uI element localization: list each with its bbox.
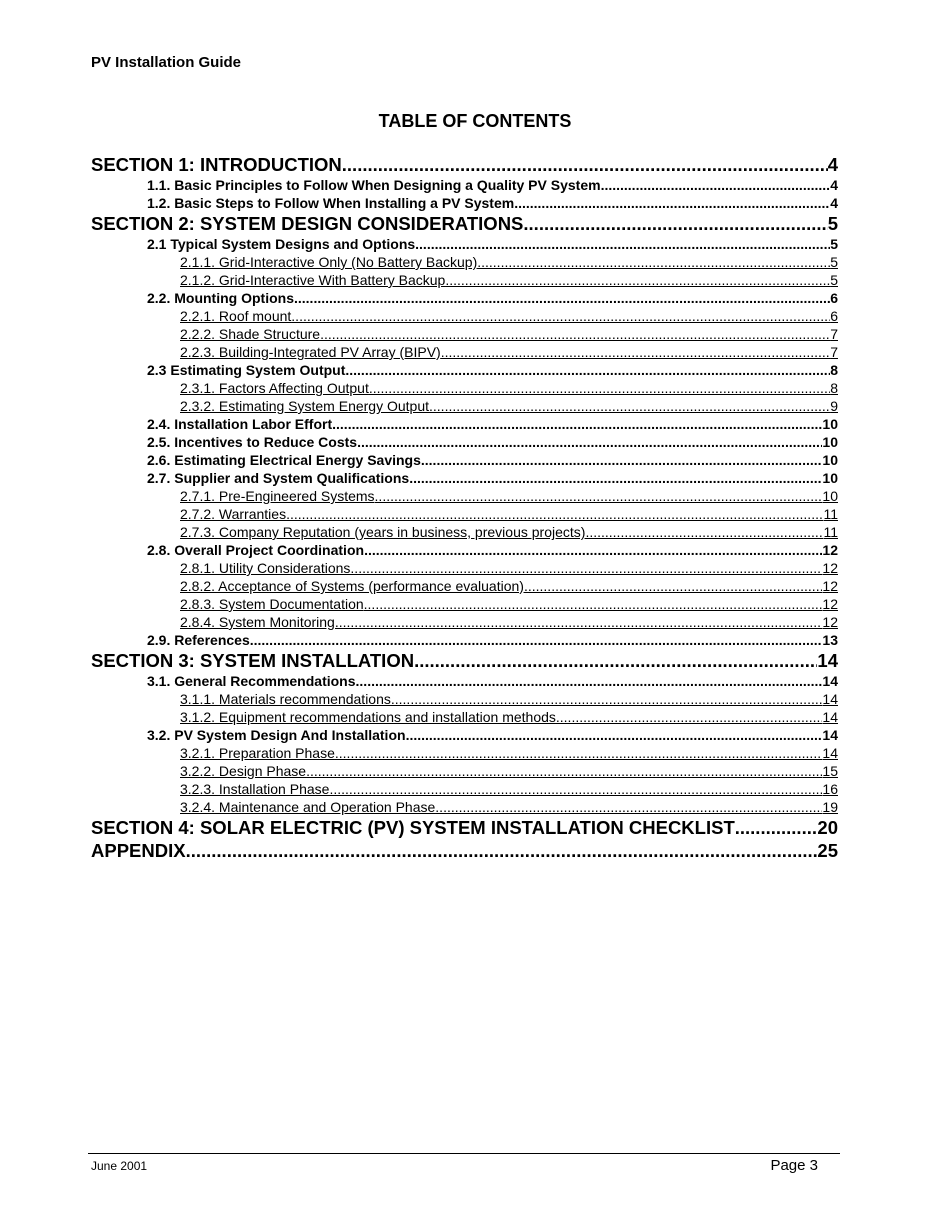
toc-entry-label: 2.7.1. Pre-Engineered Systems [180, 488, 375, 504]
toc-entry-page: 11 [823, 506, 838, 522]
toc-leader-dots [414, 649, 817, 672]
toc-entry[interactable] [91, 505, 838, 523]
toc-entry [91, 541, 838, 559]
toc-entry-label: 1.2. Basic Steps to Follow When Installing a PV System [147, 195, 515, 211]
toc-entry-label: 3.2.2. Design Phase [180, 763, 307, 779]
toc-entry-page: 9 [830, 398, 838, 414]
toc-entry-label: 2.7.2. Warranties [180, 506, 287, 522]
toc-entry-label: 3.2.4. Maintenance and Operation Phase [180, 799, 436, 815]
toc-entry-label: 2.8.2. Acceptance of Systems (performance evaluation) [180, 578, 524, 594]
toc-entry [91, 194, 838, 212]
toc-entry-label: 2.7.3. Company Reputation (years in business, previous projects) [180, 524, 586, 540]
toc-entry-page: 14 [817, 650, 838, 671]
toc-leader-dots [391, 690, 823, 708]
toc-entry[interactable] [91, 708, 838, 726]
toc-entry-label: 2.6. Estimating Electrical Energy Savings [147, 452, 421, 468]
toc-leader-dots [523, 212, 827, 235]
toc-entry-page: 12 [822, 560, 838, 576]
toc-entry-label: 2.5. Incentives to Reduce Costs [147, 434, 358, 450]
toc-entry-label: SECTION 3: SYSTEM INSTALLATION [91, 650, 415, 671]
toc-entry-page: 14 [822, 709, 838, 725]
toc-entry[interactable] [91, 523, 838, 541]
toc-leader-dots [514, 194, 830, 212]
toc-entry-page: 14 [822, 691, 838, 707]
toc-leader-dots [441, 343, 831, 361]
toc-entry [91, 153, 838, 176]
toc-leader-dots [332, 415, 822, 433]
toc-entry-page: 8 [830, 380, 838, 396]
toc-entry [91, 235, 838, 253]
toc-entry [91, 631, 838, 649]
toc-entry-label: 2.4. Installation Labor Effort [147, 416, 333, 432]
toc-leader-dots [345, 361, 830, 379]
toc-entry-page: 6 [830, 308, 838, 324]
toc-entry [91, 672, 838, 690]
toc-leader-dots [735, 816, 818, 839]
toc-entry-page: 15 [822, 763, 838, 779]
toc-entry[interactable] [91, 487, 838, 505]
toc-entry-label: 2.8.3. System Documentation [180, 596, 364, 612]
toc-entry [91, 361, 838, 379]
toc-entry-page: 14 [822, 745, 838, 761]
toc-entry[interactable] [91, 595, 838, 613]
toc-entry-label: 3.2.3. Installation Phase [180, 781, 330, 797]
toc-entry[interactable] [91, 780, 838, 798]
running-header: PV Installation Guide [91, 54, 242, 71]
toc-entry-page: 4 [830, 195, 838, 211]
toc-entry-label: 2.3 Estimating System Output [147, 362, 346, 378]
toc-entry[interactable] [91, 253, 838, 271]
footer-page-number: Page 3 [770, 1157, 818, 1174]
toc-leader-dots [429, 397, 830, 415]
toc-entry-page: 10 [822, 470, 838, 486]
toc-leader-dots [477, 253, 830, 271]
toc-leader-dots [357, 433, 822, 451]
toc-leader-dots [409, 469, 822, 487]
toc-entry-page: 12 [822, 578, 838, 594]
toc-entry-label: 2.2.1. Roof mount [180, 308, 292, 324]
toc-entry [91, 839, 838, 862]
toc-entry-label: 2.2. Mounting Options [147, 290, 294, 306]
toc-entry-label: SECTION 1: INTRODUCTION [91, 154, 342, 175]
toc-leader-dots [356, 672, 823, 690]
toc-leader-dots [186, 839, 818, 862]
toc-entry-label: 2.7. Supplier and System Qualifications [147, 470, 410, 486]
toc-entry-page: 20 [817, 817, 838, 838]
toc-entry-page: 7 [830, 344, 838, 360]
toc-leader-dots [320, 325, 830, 343]
toc-entry-label: 3.1. General Recommendations [147, 673, 356, 689]
toc-entry-page: 5 [830, 236, 838, 252]
toc-entry-page: 14 [822, 727, 838, 743]
toc-entry [91, 469, 838, 487]
toc-leader-dots [369, 379, 830, 397]
toc-leader-dots [335, 613, 823, 631]
toc-entry [91, 726, 838, 744]
toc-entry-label: 2.8. Overall Project Coordination [147, 542, 365, 558]
toc-entry-label: 2.2.3. Building-Integrated PV Array (BIPV) [180, 344, 441, 360]
toc-entry[interactable] [91, 744, 838, 762]
toc-entry [91, 415, 838, 433]
toc-entry-label: 2.1.2. Grid-Interactive With Battery Backup [180, 272, 446, 288]
toc-entry-page: 10 [822, 452, 838, 468]
toc-title: TABLE OF CONTENTS [378, 111, 572, 131]
table-of-contents [91, 153, 838, 862]
toc-leader-dots [294, 289, 830, 307]
toc-leader-dots [601, 176, 831, 194]
toc-leader-dots [342, 153, 828, 176]
toc-entry[interactable] [91, 379, 838, 397]
toc-entry-label: 2.8.1. Utility Considerations [180, 560, 351, 576]
toc-entry [91, 176, 838, 194]
toc-entry-page: 6 [830, 290, 838, 306]
toc-entry-label: 2.8.4. System Monitoring [180, 614, 335, 630]
toc-entry-page: 5 [827, 213, 838, 234]
toc-leader-dots [415, 235, 830, 253]
toc-leader-dots [364, 541, 822, 559]
toc-entry[interactable] [91, 559, 838, 577]
toc-entry-label: SECTION 4: SOLAR ELECTRIC (PV) SYSTEM INSTALLATION CHECKLIST [91, 817, 735, 838]
toc-leader-dots [364, 595, 823, 613]
toc-entry-label: 3.1.2. Equipment recommendations and installation methods [180, 709, 556, 725]
toc-entry [91, 451, 838, 469]
toc-entry-label: 2.3.1. Factors Affecting Output [180, 380, 369, 396]
toc-entry-page: 13 [822, 632, 838, 648]
toc-leader-dots [350, 559, 822, 577]
toc-entry [91, 816, 838, 839]
toc-entry-page: 12 [822, 614, 838, 630]
toc-leader-dots [375, 487, 823, 505]
toc-entry-page: 10 [822, 488, 838, 504]
toc-entry[interactable] [91, 307, 838, 325]
toc-entry [91, 212, 838, 235]
toc-entry-label: 2.1 Typical System Designs and Options [147, 236, 416, 252]
toc-leader-dots [524, 577, 822, 595]
toc-leader-dots [556, 708, 823, 726]
toc-entry[interactable] [91, 798, 838, 816]
toc-entry-page: 12 [822, 596, 838, 612]
toc-entry-label: 3.1.1. Materials recommendations [180, 691, 391, 707]
toc-entry-label: 2.1.1. Grid-Interactive Only (No Battery Backup) [180, 254, 478, 270]
toc-leader-dots [421, 451, 823, 469]
toc-entry-label: 2.9. References [147, 632, 250, 648]
toc-entry[interactable] [91, 762, 838, 780]
toc-leader-dots [306, 762, 822, 780]
toc-entry-page: 10 [822, 434, 838, 450]
toc-entry[interactable] [91, 690, 838, 708]
toc-entry-page: 11 [823, 524, 838, 540]
toc-entry-page: 5 [830, 254, 838, 270]
toc-leader-dots [329, 780, 822, 798]
toc-entry[interactable] [91, 397, 838, 415]
toc-entry-label: SECTION 2: SYSTEM DESIGN CONSIDERATIONS [91, 213, 524, 234]
toc-entry-page: 7 [830, 326, 838, 342]
toc-entry-page: 4 [830, 177, 838, 193]
toc-entry-page: 12 [822, 542, 838, 558]
toc-entry-page: 8 [830, 362, 838, 378]
toc-entry[interactable] [91, 271, 838, 289]
toc-entry [91, 289, 838, 307]
toc-leader-dots [335, 744, 823, 762]
toc-leader-dots [445, 271, 830, 289]
toc-entry-page: 19 [822, 799, 838, 815]
toc-entry-label: 3.2. PV System Design And Installation [147, 727, 406, 743]
toc-entry[interactable] [91, 613, 838, 631]
toc-entry[interactable] [91, 325, 838, 343]
toc-entry-page: 4 [827, 154, 838, 175]
toc-entry-label: 1.1. Basic Principles to Follow When Designing a Quality PV System [147, 177, 601, 193]
toc-entry [91, 649, 838, 672]
toc-entry-page: 10 [822, 416, 838, 432]
toc-entry-label: APPENDIX [91, 840, 186, 861]
toc-entry-label: 2.2.2. Shade Structure [180, 326, 321, 342]
toc-entry-page: 14 [822, 673, 838, 689]
toc-entry[interactable] [91, 577, 838, 595]
footer-date: June 2001 [91, 1159, 148, 1173]
toc-entry-label: 3.2.1. Preparation Phase [180, 745, 335, 761]
footer-divider [88, 1153, 840, 1154]
toc-leader-dots [291, 307, 830, 325]
toc-entry-page: 5 [830, 272, 838, 288]
toc-leader-dots [406, 726, 823, 744]
toc-entry-page: 25 [817, 840, 838, 861]
toc-leader-dots [585, 523, 823, 541]
toc-entry-label: 2.3.2. Estimating System Energy Output [180, 398, 430, 414]
toc-leader-dots [286, 505, 823, 523]
toc-leader-dots [250, 631, 823, 649]
toc-entry[interactable] [91, 343, 838, 361]
toc-leader-dots [435, 798, 822, 816]
toc-entry [91, 433, 838, 451]
toc-entry-page: 16 [822, 781, 838, 797]
